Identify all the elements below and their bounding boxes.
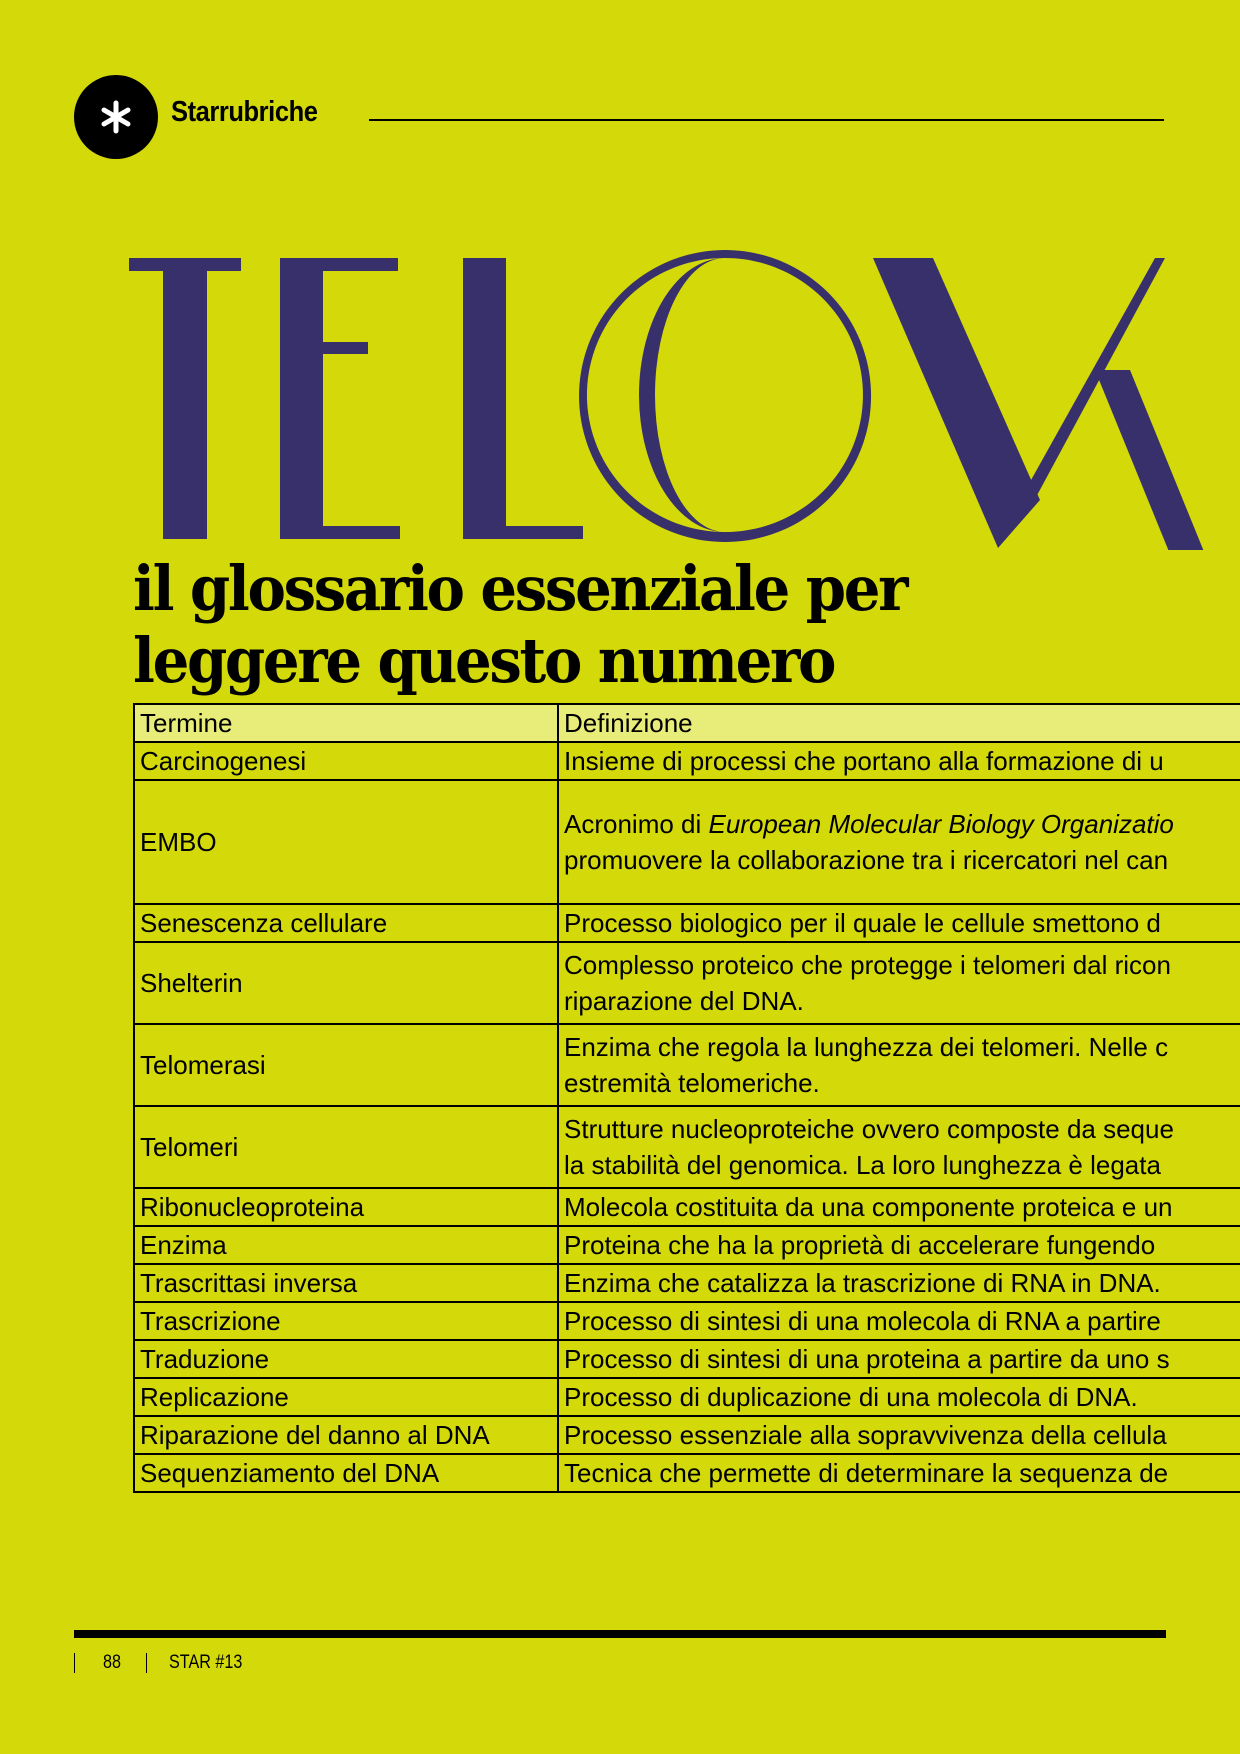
header-definition: Definizione <box>558 704 1240 742</box>
definition-line: Enzima che regola la lunghezza dei telomeri. Nelle c <box>564 1032 1169 1062</box>
table-row <box>134 1264 1240 1302</box>
glossary-body <box>134 742 1240 1492</box>
definition-line: riparazione del DNA. <box>564 986 804 1016</box>
definition-line: Complesso proteico che protegge i telomeri dal ricon <box>564 950 1171 980</box>
definition-line: Enzima che catalizza la trascrizione di RNA in DNA. <box>564 1268 1161 1298</box>
table-row <box>134 1302 1240 1340</box>
table-row <box>134 1226 1240 1264</box>
header-term: Termine <box>134 704 558 742</box>
definition-line: Processo essenziale alla sopravvivenza della cellula <box>564 1420 1167 1450</box>
table-row <box>134 1378 1240 1416</box>
definition-line: la stabilità del genomica. La loro lunghezza è legata <box>564 1150 1161 1180</box>
big-title <box>125 250 1240 550</box>
definition-cell <box>558 1264 1240 1302</box>
table-header-row <box>134 704 1240 742</box>
letter-e <box>280 258 323 539</box>
definition-line: Molecola costituita da una componente proteica e un <box>564 1192 1173 1222</box>
footer-divider <box>74 1653 75 1673</box>
definition-line: Acronimo di European Molecular Biology Organizatio <box>564 809 1174 839</box>
table-row <box>134 1188 1240 1226</box>
footer-rule <box>74 1630 1166 1638</box>
definition-line: promuovere la collaborazione tra i ricercatori nel can <box>564 845 1169 875</box>
table-row <box>134 1454 1240 1492</box>
table-row <box>134 1024 1240 1106</box>
issue-label: STAR #13 <box>169 1652 243 1673</box>
table-row <box>134 1340 1240 1378</box>
table-row <box>134 904 1240 942</box>
definition-line: estremità telomeriche. <box>564 1068 820 1098</box>
term-cell: Ribonucleoproteina <box>134 1188 558 1226</box>
term-cell: Senescenza cellulare <box>134 904 558 942</box>
footer-divider <box>146 1653 147 1673</box>
definition-cell <box>558 1302 1240 1340</box>
page-subtitle <box>133 553 1156 697</box>
table-row <box>134 742 1240 780</box>
term-cell: Telomerasi <box>134 1024 558 1106</box>
definition-cell <box>558 742 1240 780</box>
definition-line: Processo di sintesi di una molecola di RNA a partire <box>564 1306 1161 1336</box>
definition-line: Processo biologico per il quale le cellule smettono d <box>564 908 1161 938</box>
term-cell: Carcinogenesi <box>134 742 558 780</box>
term-cell: Traduzione <box>134 1340 558 1378</box>
definition-cell <box>558 904 1240 942</box>
letter-o <box>579 250 871 542</box>
letter-l <box>463 258 506 539</box>
term-cell: Trascrizione <box>134 1302 558 1340</box>
organization-name: European Molecular Biology Organizatio <box>708 809 1174 839</box>
table-row <box>134 942 1240 1024</box>
page-number: 88 <box>103 1652 121 1673</box>
glossary-table <box>133 703 1240 1493</box>
definition-line: Tecnica che permette di determinare la sequenza de <box>564 1458 1169 1488</box>
subtitle-line-2: leggere questo numero <box>133 624 835 697</box>
table-row <box>134 1106 1240 1188</box>
section-badge <box>74 75 158 159</box>
asterisk-icon <box>99 100 133 134</box>
definition-cell <box>558 1188 1240 1226</box>
definition-line: Processo di sintesi di una proteina a partire da uno s <box>564 1344 1170 1374</box>
header-rule <box>369 119 1164 121</box>
table-row <box>134 1416 1240 1454</box>
definition-cell <box>558 1024 1240 1106</box>
definition-cell <box>558 942 1240 1024</box>
definition-cell <box>558 1106 1240 1188</box>
term-cell: Trascrittasi inversa <box>134 1264 558 1302</box>
term-cell: Enzima <box>134 1226 558 1264</box>
definition-cell <box>558 1226 1240 1264</box>
letter-w <box>873 258 1040 548</box>
term-cell: Shelterin <box>134 942 558 1024</box>
definition-cell <box>558 780 1240 904</box>
term-cell: Telomeri <box>134 1106 558 1188</box>
definition-cell <box>558 1378 1240 1416</box>
definition-cell <box>558 1454 1240 1492</box>
term-cell: EMBO <box>134 780 558 904</box>
subtitle-line-1: il glossario essenziale per <box>133 552 907 625</box>
section-label: Starrubriche <box>171 96 318 128</box>
term-cell: Replicazione <box>134 1378 558 1416</box>
term-cell: Sequenziamento del DNA <box>134 1454 558 1492</box>
definition-line: Strutture nucleoproteiche ovvero composte da seque <box>564 1114 1174 1144</box>
definition-line: Processo di duplicazione di una molecola di DNA. <box>564 1382 1138 1412</box>
table-row <box>134 780 1240 904</box>
definition-line: Insieme di processi che portano alla formazione di u <box>564 746 1164 776</box>
definition-cell <box>558 1416 1240 1454</box>
term-cell: Riparazione del danno al DNA <box>134 1416 558 1454</box>
definition-line: Proteina che ha la proprietà di accelerare fungendo <box>564 1230 1156 1260</box>
definition-cell <box>558 1340 1240 1378</box>
